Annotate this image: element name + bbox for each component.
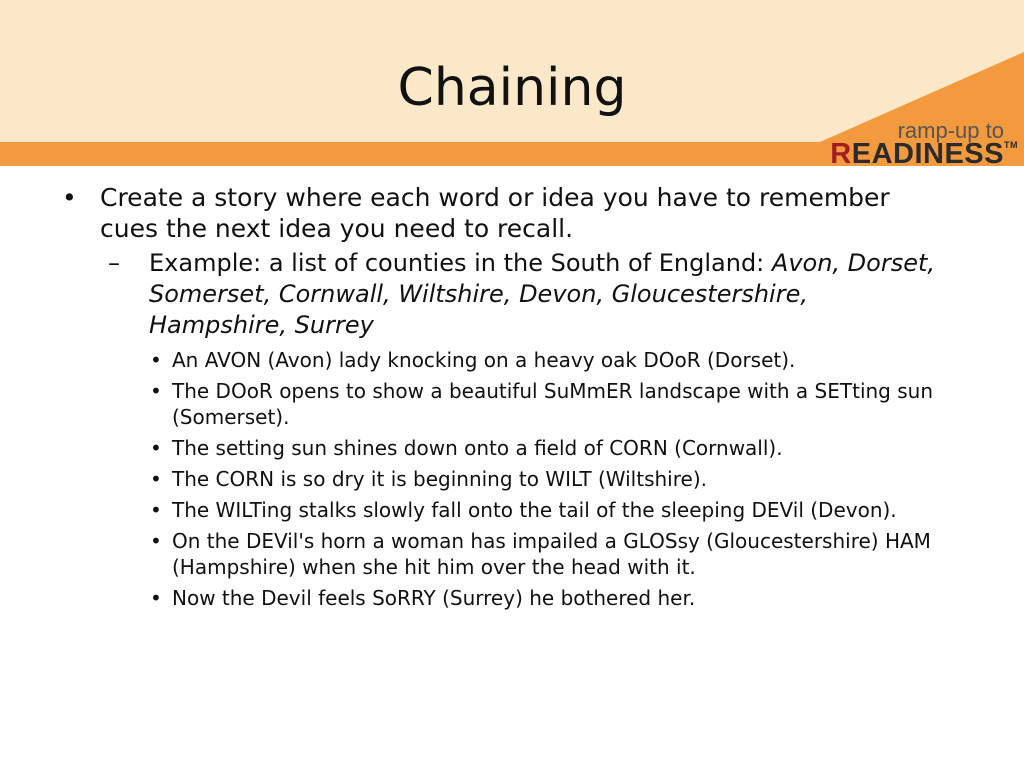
logo-tagline: ramp-up to — [897, 118, 1004, 143]
bullet-dot-icon: • — [62, 183, 77, 212]
story-item — [146, 528, 940, 580]
bullet-dot-icon: • — [150, 436, 162, 460]
logo-word-rest: EADINESS — [851, 138, 1004, 170]
story-item — [146, 497, 940, 523]
bullet-dot-icon: • — [150, 498, 162, 522]
story-item-text: The CORN is so dry it is beginning to WILT (Wiltshire). — [172, 467, 707, 491]
slide-title: Chaining — [397, 58, 627, 118]
bullet-dot-icon: • — [150, 529, 162, 553]
logo-trademark: TM — [1004, 140, 1018, 150]
ramp-up-to-readiness-logo — [818, 118, 1018, 170]
story-item-text: An AVON (Avon) lady knocking on a heavy oak DOoR (Dorset). — [172, 348, 796, 372]
story-item-text: The WILTing stalks slowly fall onto the tail of the sleeping DEVil (Devon). — [172, 498, 897, 522]
bullet-dot-icon: • — [150, 348, 162, 372]
dash-icon: – — [108, 249, 120, 277]
story-item — [146, 347, 940, 373]
story-item — [146, 585, 940, 611]
example-prefix: Example: a list of counties in the South of England: — [149, 249, 772, 277]
story-item — [146, 378, 940, 430]
story-item-text: Now the Devil feels SoRRY (Surrey) he bothered her. — [172, 586, 696, 610]
bullet-main-text: Create a story where each word or idea you have to remember cues the next idea you need to recall. — [100, 183, 890, 243]
story-item — [146, 435, 940, 461]
story-list — [146, 347, 940, 611]
logo-wordmark — [830, 138, 1018, 171]
bullet-dot-icon: • — [150, 467, 162, 491]
bullet-dot-icon: • — [150, 586, 162, 610]
content — [60, 182, 940, 616]
story-item-text: The DOoR opens to show a beautiful SuMmER landscape with a SETting sun (Somerset). — [172, 379, 933, 429]
example-county-list: Avon, Dorset, Somerset, Cornwall, Wiltshire, Devon, Gloucestershire, Hampshire, Surrey — [149, 249, 936, 339]
bullet-main — [60, 182, 940, 244]
story-item-text: On the DEVil's horn a woman has impailed a GLOSsy (Gloucestershire) HAM (Hampshire) when she hit him over the head with it. — [172, 529, 931, 579]
story-item-text: The setting sun shines down onto a field of CORN (Cornwall). — [172, 436, 783, 460]
bullet-dot-icon: • — [150, 379, 162, 403]
story-item — [146, 466, 940, 492]
bullet-example — [104, 248, 940, 341]
logo-letter-r: R — [830, 138, 852, 170]
